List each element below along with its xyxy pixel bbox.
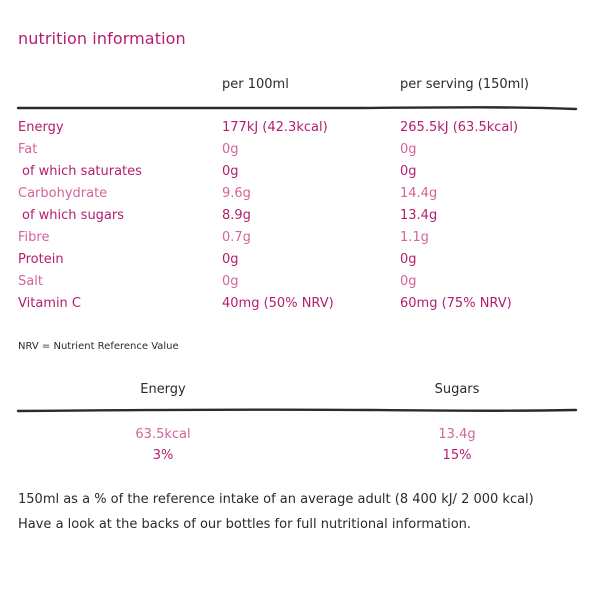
summary-header-sugars: Sugars [434,382,480,397]
row-value-per-serving: 13.4g [400,208,438,223]
row-label: Fibre [18,230,50,245]
summary-sugars-value: 13.4g [438,427,476,442]
nrv-footnote: NRV = Nutrient Reference Value [18,341,179,352]
row-label: Salt [18,274,43,289]
row-value-per-serving: 0g [400,252,417,267]
row-value-per-100ml: 8.9g [222,208,251,223]
table-row-protein [0,252,600,274]
row-value-per-100ml: 0g [222,142,239,157]
row-value-per-100ml: 0g [222,252,239,267]
row-value-per-serving: 265.5kJ (63.5kcal) [400,120,519,135]
table-row-energy [0,120,600,142]
row-value-per-100ml: 0.7g [222,230,251,245]
row-value-per-serving: 1.1g [400,230,429,245]
column-header-per-100ml: per 100ml [222,77,289,92]
summary-divider [0,405,600,417]
bottle-info-note: Have a look at the backs of our bottles for full nutritional information. [18,517,472,532]
row-label: Fat [18,142,38,157]
summary-energy-value: 63.5kcal [135,427,191,442]
reference-intake-note: 150ml as a % of the reference intake of an average adult (8 400 kJ/ 2 000 kcal) [18,492,534,507]
row-label: Carbohydrate [18,186,108,201]
table-row-fibre [0,230,600,252]
table-row-sugars [0,208,600,230]
row-value-per-serving: 60mg (75% NRV) [400,296,512,311]
row-value-per-serving: 0g [400,274,417,289]
column-header-per-serving: per serving (150ml) [400,77,530,92]
row-value-per-serving: 0g [400,142,417,157]
table-row-saturates [0,164,600,186]
summary-sugars-percent: 15% [442,448,472,463]
row-label: Protein [18,252,64,267]
row-label: Energy [18,120,64,135]
table-row-carbohydrate [0,186,600,208]
row-label: of which saturates [22,164,142,179]
row-value-per-100ml: 0g [222,164,239,179]
row-value-per-100ml: 0g [222,274,239,289]
summary-header-energy: Energy [140,382,186,397]
table-row-salt [0,274,600,296]
row-value-per-serving: 14.4g [400,186,438,201]
row-label: Vitamin C [18,296,82,311]
row-value-per-100ml: 177kJ (42.3kcal) [222,120,328,135]
row-value-per-100ml: 40mg (50% NRV) [222,296,334,311]
table-row-vitamin-c [0,296,600,318]
summary-energy-percent: 3% [152,448,174,463]
row-label: of which sugars [22,208,125,223]
row-value-per-serving: 0g [400,164,417,179]
row-value-per-100ml: 9.6g [222,186,251,201]
table-divider [0,103,600,115]
table-row-fat [0,142,600,164]
page-title: nutrition information [18,29,186,48]
